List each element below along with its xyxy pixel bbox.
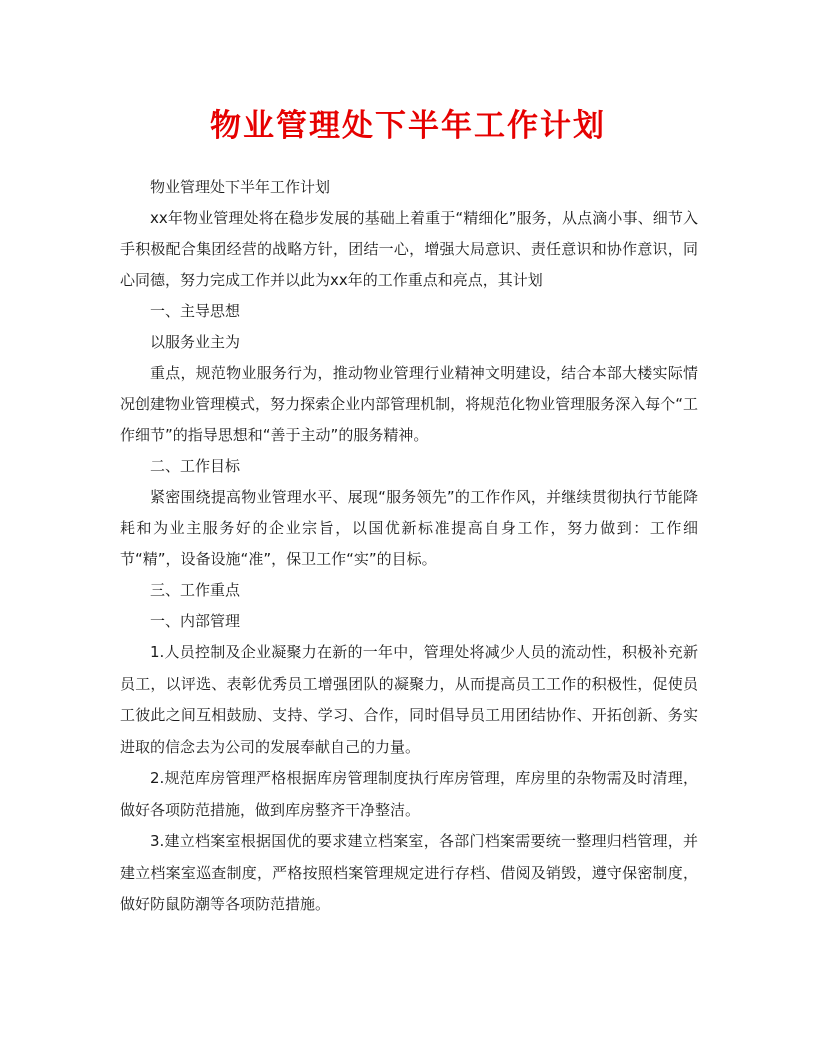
- paragraph-service-line: 以服务业主为: [150, 333, 241, 351]
- section-heading-focus: 三、工作重点: [150, 581, 241, 599]
- document-body: [120, 172, 698, 921]
- subsection-heading-internal: 一、内部管理: [150, 612, 241, 630]
- paragraph-guiding-idea: 重点，规范物业服务行为，推动物业管理行业精神文明建设，结合本部大楼实际情况创建物业管理模式，努力探索企业内部管理机制，将规范化物业管理服务深入每个“工作细节”的指导思想和“善于主动”的服务精神。: [120, 364, 698, 444]
- paragraph-goals: 紧密围绕提高物业管理水平、展现“服务领先”的工作作风，并继续贯彻执行节能降耗和为业主服务好的企业宗旨，以国优新标准提高自身工作，努力做到：工作细节“精”，设备设施“准”，保卫工作“实”的目标。: [120, 488, 698, 568]
- paragraph-item-2: 2.规范库房管理严格根据库房管理制度执行库房管理，库房里的杂物需及时清理，做好各项防范措施，做到库房整齐干净整洁。: [120, 769, 698, 819]
- section-heading-guiding-idea: 一、主导思想: [150, 302, 241, 320]
- paragraph-heading-repeat: 物业管理处下半年工作计划: [150, 178, 331, 196]
- document-title: 物业管理处下半年工作计划: [210, 108, 606, 144]
- paragraph-intro: xx年物业管理处将在稳步发展的基础上着重于“精细化”服务，从点滴小事、细节入手积极配合集团经营的战略方针，团结一心，增强大局意识、责任意识和协作意识，同心同德，努力完成工作并以此为xx年的工作重点和亮点，其计划: [120, 209, 698, 289]
- paragraph-item-1: 1.人员控制及企业凝聚力在新的一年中，管理处将减少人员的流动性，积极补充新员工，以评选、表彰优秀员工增强团队的凝聚力，从而提高员工工作的积极性，促使员工彼此之间互相鼓励、支持、学习、合作，同时倡导员工用团结协作、开拓创新、务实进取的信念去为公司的发展奉献自己的力量。: [120, 643, 698, 756]
- paragraph-item-3: 3.建立档案室根据国优的要求建立档案室，各部门档案需要统一整理归档管理，并建立档案室巡查制度，严格按照档案管理规定进行存档、借阅及销毁，遵守保密制度，做好防鼠防潮等各项防范措施。: [120, 832, 698, 913]
- section-heading-goals: 二、工作目标: [150, 457, 241, 475]
